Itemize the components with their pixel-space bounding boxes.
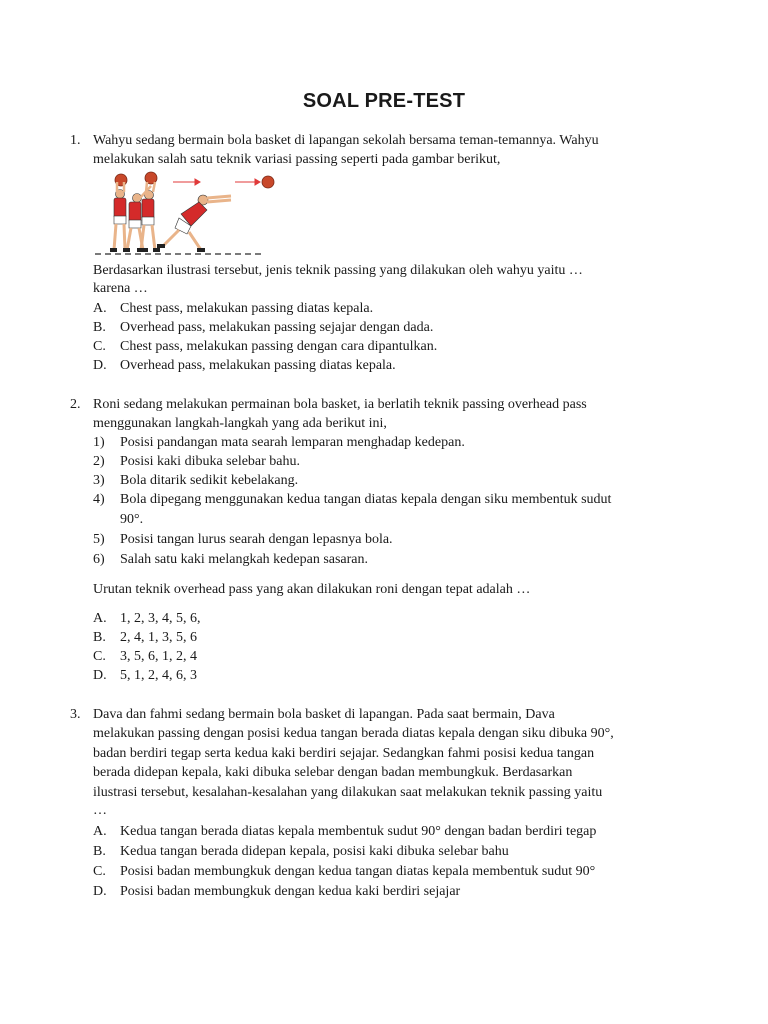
q2-step-number: 6) bbox=[93, 552, 105, 567]
q3-number: 3. bbox=[70, 707, 81, 722]
q1-option-text: Chest pass, melakukan passing diatas kepala. bbox=[120, 301, 374, 316]
q3-option-text: Posisi badan membungkuk dengan kedua kaki berdiri sejajar bbox=[120, 884, 461, 899]
q2-step-number: 3) bbox=[93, 473, 105, 488]
q3-option-letter: D. bbox=[93, 884, 107, 899]
q2-number: 2. bbox=[70, 397, 81, 412]
q3-text-line: berada didepan kepala, kaki dibuka selebar dengan badan membungkuk. Berdasarkan bbox=[93, 765, 573, 780]
q1-option-text: Overhead pass, melakukan passing sejajar dengan dada. bbox=[120, 320, 434, 335]
page-title: SOAL PRE-TEST bbox=[302, 90, 466, 112]
q3-option-text: Kedua tangan berada didepan kepala, posisi kaki dibuka selebar bahu bbox=[120, 844, 509, 859]
q2-step-number: 4) bbox=[93, 492, 105, 507]
q1-prompt-line: karena … bbox=[93, 281, 148, 296]
q2-text-line: menggunakan langkah-langkah yang ada berikut ini, bbox=[93, 416, 387, 431]
q2-option-letter: B. bbox=[93, 630, 106, 645]
q3-option-text: Kedua tangan berada diatas kepala membentuk sudut 90° dengan badan berdiri tegap bbox=[120, 824, 597, 839]
q2-step-text: Posisi tangan lurus searah dengan lepasnya bola. bbox=[120, 532, 393, 547]
q1-option-letter: B. bbox=[93, 320, 106, 335]
q2-prompt: Urutan teknik overhead pass yang akan dilakukan roni dengan tepat adalah … bbox=[93, 582, 531, 597]
q2-step-text: Posisi pandangan mata searah lemparan menghadap kedepan. bbox=[120, 435, 465, 450]
q2-option-text: 5, 1, 2, 4, 6, 3 bbox=[120, 668, 197, 683]
q2-option-letter: C. bbox=[93, 649, 106, 664]
q2-step-number: 5) bbox=[93, 532, 105, 547]
q2-text-line: Roni sedang melakukan permainan bola basket, ia berlatih teknik passing overhead pass bbox=[93, 397, 587, 412]
q2-option-text: 3, 5, 6, 1, 2, 4 bbox=[120, 649, 197, 664]
q1-text-line: melakukan salah satu teknik variasi passing seperti pada gambar berikut, bbox=[93, 152, 501, 167]
q2-option-text: 1, 2, 3, 4, 5, 6, bbox=[120, 611, 201, 626]
q3-text-line: Dava dan fahmi sedang bermain bola basket di lapangan. Pada saat bermain, Dava bbox=[93, 707, 555, 722]
q2-step-text-continued: 90°. bbox=[120, 512, 144, 527]
q2-option-letter: D. bbox=[93, 668, 107, 683]
q2-step-text: Posisi kaki dibuka selebar bahu. bbox=[120, 454, 301, 469]
q2-option-text: 2, 4, 1, 3, 5, 6 bbox=[120, 630, 197, 645]
q1-option-letter: A. bbox=[93, 301, 107, 316]
q2-option-letter: A. bbox=[93, 611, 107, 626]
q3-option-letter: C. bbox=[93, 864, 106, 879]
basketball-overhead-pass-illustration bbox=[93, 168, 275, 260]
q2-step-number: 1) bbox=[93, 435, 105, 450]
q2-step-text: Bola ditarik sedikit kebelakang. bbox=[120, 473, 299, 488]
q3-text-line: ilustrasi tersebut, kesalahan-kesalahan yang dilakukan saat melakukan teknik passing yaitu bbox=[93, 785, 603, 800]
q3-text-line: melakukan passing dengan posisi kedua tangan berada diatas kepala dengan siku dibuka 90°, bbox=[93, 726, 614, 741]
q3-option-text: Posisi badan membungkuk dengan kedua tangan diatas kepala membentuk sudut 90° bbox=[120, 864, 596, 879]
q1-option-text: Overhead pass, melakukan passing diatas kepala. bbox=[120, 358, 396, 373]
q2-step-text: Salah satu kaki melangkah kedepan sasaran. bbox=[120, 552, 369, 567]
q2-step-text: Bola dipegang menggunakan kedua tangan diatas kepala dengan siku membentuk sudut bbox=[120, 492, 612, 507]
q1-number: 1. bbox=[70, 133, 81, 148]
q1-text-line: Wahyu sedang bermain bola basket di lapangan sekolah bersama teman-temannya. Wahyu bbox=[93, 133, 599, 148]
q1-prompt-line: Berdasarkan ilustrasi tersebut, jenis teknik passing yang dilakukan oleh wahyu yaitu … bbox=[93, 263, 583, 278]
q3-text-line: badan berdiri tegap serta kedua kaki berdiri sejajar. Sedangkan fahmi posisi kedua tangan bbox=[93, 746, 595, 761]
q2-step-number: 2) bbox=[93, 454, 105, 469]
q3-option-letter: A. bbox=[93, 824, 107, 839]
q1-option-letter: D. bbox=[93, 358, 107, 373]
q1-option-letter: C. bbox=[93, 339, 106, 354]
q3-option-letter: B. bbox=[93, 844, 106, 859]
q1-option-text: Chest pass, melakukan passing dengan cara dipantulkan. bbox=[120, 339, 438, 354]
q3-text-line: … bbox=[93, 803, 107, 818]
